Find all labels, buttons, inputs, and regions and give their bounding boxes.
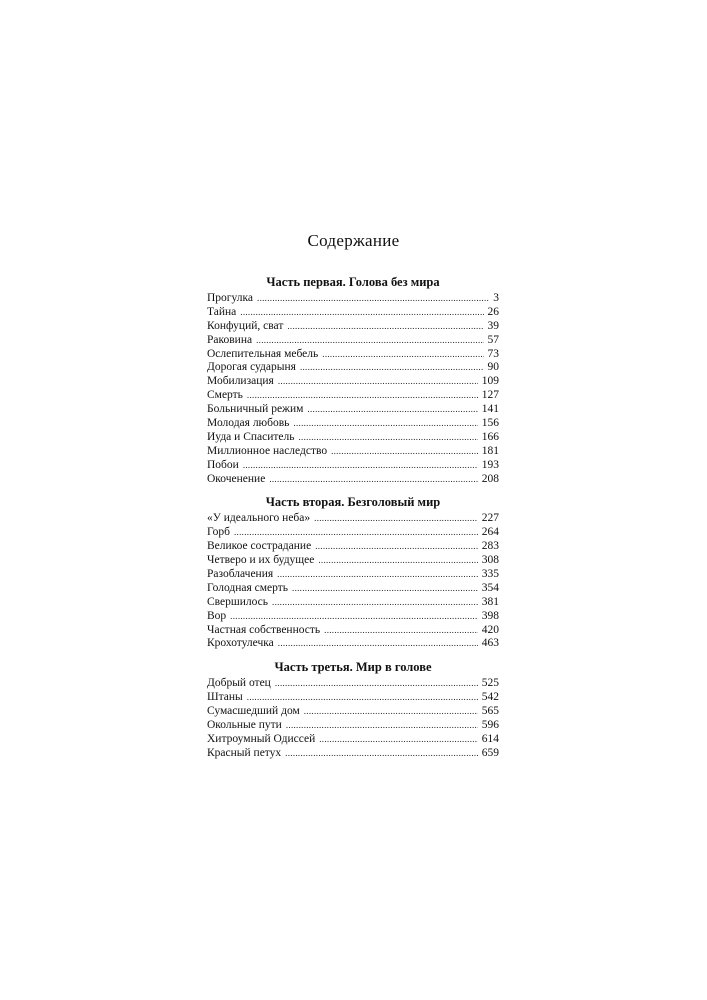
toc-entry-title: Конфуций, сват	[207, 319, 284, 332]
toc-entry-page-number: 308	[481, 554, 499, 567]
dot-leader	[331, 445, 478, 459]
toc-entry-page-number: 264	[481, 526, 499, 539]
toc-entry-title: Мобилизация	[207, 375, 274, 388]
toc-entry-title: Горб	[207, 526, 230, 539]
toc-entry-title: Окольные пути	[207, 719, 282, 732]
toc-entry-title: Разоблачения	[207, 568, 274, 581]
part-title: Часть первая. Голова без мира	[266, 275, 440, 289]
toc-entry-page-number: 283	[481, 540, 499, 553]
dot-leader	[269, 473, 477, 487]
part-title: Часть третья. Мир в голове	[274, 660, 432, 675]
toc-entry-title: Добрый отец	[207, 677, 271, 690]
toc-entry-title: Голодная смерть	[207, 581, 289, 594]
toc-entry-title: Сумасшедший дом	[207, 705, 300, 718]
toc-entry-page-number: 26	[487, 305, 499, 318]
toc-entry-title: Тайна	[207, 305, 237, 318]
toc-entry	[207, 348, 499, 362]
toc-entry	[207, 389, 499, 403]
toc-entry	[207, 624, 499, 638]
dot-leader	[247, 389, 478, 403]
toc-entry-title: Крохотулечка	[207, 637, 274, 650]
toc-entry	[207, 473, 499, 487]
toc-entry-page-number: 127	[481, 389, 499, 402]
toc-entry-page-number: 565	[481, 705, 499, 718]
dot-leader	[322, 348, 483, 362]
toc-entry-title: Миллионное наследство	[207, 444, 328, 457]
toc-entry-title: Красный петух	[207, 746, 282, 759]
toc-entry-page-number: 166	[481, 430, 499, 443]
toc-entry	[207, 306, 499, 320]
toc-entry-page-number: 659	[481, 746, 499, 759]
dot-leader	[286, 719, 478, 733]
dot-leader	[275, 677, 478, 691]
toc-entry-page-number: 181	[481, 444, 499, 457]
dot-leader	[278, 375, 478, 389]
dot-leader	[304, 705, 478, 719]
toc-entry	[207, 691, 499, 705]
toc-entry	[207, 733, 499, 747]
toc-entry-page-number: 525	[481, 677, 499, 690]
toc-entry	[207, 596, 499, 610]
toc-entry-title: Хитроумный Одиссей	[207, 732, 316, 745]
toc-entry	[207, 526, 499, 540]
dot-leader	[243, 459, 478, 473]
toc-entry	[207, 459, 499, 473]
toc-entry	[207, 417, 499, 431]
toc-entry	[207, 582, 499, 596]
dot-leader	[324, 624, 478, 638]
table-of-contents	[207, 275, 499, 770]
toc-entry-page-number: 193	[481, 458, 499, 471]
toc-entry-title: Окоченение	[207, 472, 266, 485]
dot-leader	[287, 320, 483, 334]
toc-entry-title: Четверо и их будущее	[207, 554, 315, 567]
toc-entry-title: Смерть	[207, 389, 243, 402]
toc-entry	[207, 747, 499, 761]
toc-entry-page-number: 57	[487, 333, 499, 346]
dot-leader	[314, 512, 478, 526]
toc-entry	[207, 320, 499, 334]
toc-entry-page-number: 156	[481, 417, 499, 430]
toc-entry-page-number: 463	[481, 637, 499, 650]
dot-leader	[230, 610, 478, 624]
toc-entry	[207, 568, 499, 582]
toc-entry-page-number: 335	[481, 568, 499, 581]
toc-entry	[207, 540, 499, 554]
toc-entry	[207, 512, 499, 526]
toc-part	[207, 275, 499, 486]
toc-entry-page-number: 542	[481, 691, 499, 704]
toc-entry	[207, 610, 499, 624]
toc-entry-page-number: 614	[481, 732, 499, 745]
dot-leader	[285, 747, 478, 761]
toc-entry	[207, 554, 499, 568]
dot-leader	[234, 526, 478, 540]
dot-leader	[257, 292, 489, 306]
toc-part	[207, 495, 499, 651]
toc-entry	[207, 375, 499, 389]
dot-leader	[315, 540, 478, 554]
toc-entry-page-number: 3	[493, 292, 499, 304]
dot-leader	[256, 334, 483, 348]
toc-entry-page-number: 90	[487, 361, 499, 374]
toc-entry	[207, 361, 499, 375]
toc-entry	[207, 719, 499, 733]
toc-entry	[207, 431, 499, 445]
toc-entry-title: Больничный режим	[207, 403, 304, 416]
dot-leader	[293, 417, 477, 431]
dot-leader	[277, 568, 478, 582]
dot-leader	[278, 637, 478, 651]
dot-leader	[319, 733, 478, 747]
dot-leader	[247, 691, 478, 705]
toc-entry	[207, 637, 499, 651]
toc-entry-title: Свершилось	[207, 595, 269, 608]
dot-leader	[318, 554, 477, 568]
toc-entry-title: «У идеального неба»	[207, 512, 311, 525]
part-title: Часть вторая. Безголовый мир	[265, 495, 441, 510]
toc-entry-title: Штаны	[207, 691, 243, 704]
toc-part	[207, 660, 499, 760]
toc-entry-title: Молодая любовь	[207, 417, 290, 430]
toc-entry-title: Дорогая сударыня	[207, 361, 296, 374]
toc-entry-title: Иуда и Спаситель	[207, 430, 295, 443]
toc-entry-page-number: 227	[481, 512, 499, 525]
toc-entry	[207, 705, 499, 719]
toc-entry-title: Ослепительная мебель	[207, 347, 319, 360]
toc-entry-page-number: 141	[481, 403, 499, 416]
toc-entry	[207, 292, 499, 306]
toc-entry-title: Побои	[207, 458, 239, 471]
dot-leader	[292, 582, 478, 596]
page-title: Содержание	[307, 231, 400, 250]
toc-entry	[207, 403, 499, 417]
dot-leader	[272, 596, 478, 610]
toc-entry-page-number: 354	[481, 581, 499, 594]
toc-entry-page-number: 39	[487, 319, 499, 332]
toc-entry-page-number: 208	[481, 472, 499, 485]
toc-entry-page-number: 381	[481, 595, 499, 608]
toc-entry	[207, 677, 499, 691]
dot-leader	[240, 306, 483, 320]
toc-entry-page-number: 596	[481, 719, 499, 732]
dot-leader	[300, 361, 484, 375]
toc-entry-page-number: 420	[481, 623, 499, 636]
toc-entry-title: Великое сострадание	[207, 540, 312, 553]
dot-leader	[307, 403, 477, 417]
dot-leader	[299, 431, 478, 445]
toc-entry-page-number: 109	[481, 375, 499, 388]
toc-entry-page-number: 398	[481, 609, 499, 622]
toc-entry-title: Прогулка	[207, 292, 254, 304]
toc-entry-title: Вор	[207, 609, 227, 622]
toc-entry-page-number: 73	[487, 347, 499, 360]
toc-entry-title: Частная собственность	[207, 623, 321, 636]
toc-entry	[207, 334, 499, 348]
toc-entry	[207, 445, 499, 459]
toc-entry-title: Раковина	[207, 333, 253, 346]
